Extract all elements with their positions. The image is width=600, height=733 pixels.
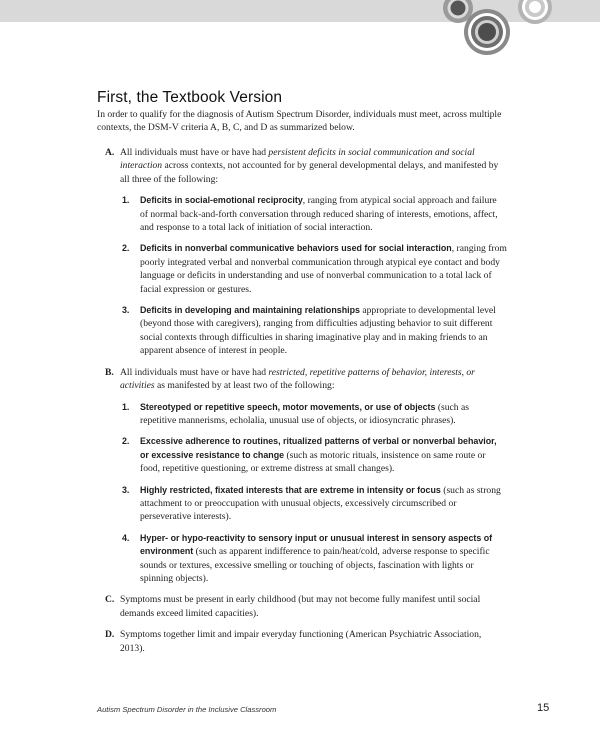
criterion-b-item-1: 1. Stereotyped or repetitive speech, motor movements, or use of objects (such as repetitive mannerisms, echolalia, unusual use of objects, or idiosyncratic phrases). <box>122 401 469 426</box>
criterion-c-text: Symptoms must be present in early childhood (but may not become fully manifest until social demands exceed limited capacities). <box>120 594 481 619</box>
criterion-b <box>97 366 507 586</box>
criteria-list <box>97 146 507 663</box>
criterion-a-item-1: 1. Deficits in social-emotional reciprocity, ranging from atypical social approach and failure of normal back-and-forth conversation through reduced sharing of interests, emotions, affect, and response to a total lack of initiation of social interaction. <box>122 195 498 234</box>
criterion-a <box>97 146 507 358</box>
criterion-a-item-3: 3. Deficits in developing and maintaining relationships appropriate to developmental level (beyond those with caregivers), ranging from difficulties adjusting behavior to suit different social contexts through difficulties in sharing imaginative play and in making friends to an apparent absence of interest in people. <box>122 305 496 357</box>
criterion-b-text: All individuals must have or have had restricted, repetitive patterns of behavior, interests, or activities as manifested by at least two of the following: <box>120 366 475 392</box>
criterion-b-marker: B. <box>105 366 114 378</box>
criterion-b-item-4: 4. Hyper- or hypo-reactivity to sensory input or unusual interest in sensory aspects of environment (such as apparent indifference to pain/heat/cold, adverse response to specific sounds or textures, excessive smelling or touching of objects, fascination with lights or spinning objects). <box>122 532 493 584</box>
intro-paragraph: In order to qualify for the diagnosis of Autism Spectrum Disorder, individuals must meet, across multiple contexts, the DSM-V criteria A, B, C, and D as summarized below. <box>97 109 502 134</box>
page-number: 15 <box>537 702 550 714</box>
criterion-b-item-3: 3. Highly restricted, fixated interests that are extreme in intensity or focus (such as strong attachment to or preoccupation with unusual objects, excessively circumscribed or perseverative interests). <box>122 484 501 523</box>
criterion-c <box>97 593 507 620</box>
page-title: First, the Textbook Version <box>97 89 283 106</box>
criterion-d <box>97 628 507 655</box>
criterion-d-text: Symptoms together limit and impair everyday functioning (American Psychiatric Association, 2013). <box>120 629 482 654</box>
criterion-a-item-2: 2. Deficits in nonverbal communicative behaviors used for social interaction, ranging from poorly integrated verbal and nonverbal communication through atypical eye contact and body language or deficits in understanding and use of nonverbal communication to a total lack of facial expression or gestures. <box>122 243 507 295</box>
footer-book-title: Autism Spectrum Disorder in the Inclusive Classroom <box>97 705 277 714</box>
circle-right-icon <box>518 0 552 24</box>
circle-center-icon <box>464 9 510 55</box>
criterion-d-marker: D. <box>105 629 115 641</box>
criterion-b-item-2: 2. Excessive adherence to routines, ritualized patterns of verbal or nonverbal behavior, or excessive resistance to change (such as motoric rituals, insistence on same route or food, repetitive questioning, or extreme distress at small changes). <box>122 436 497 475</box>
criterion-c-marker: C. <box>105 594 115 606</box>
criterion-a-marker: A. <box>105 147 115 158</box>
decorative-circles <box>0 0 600 70</box>
criterion-a-text: All individuals must have or have had persistent deficits in social communication and social interaction across contexts, not accounted for by general developmental delays, and manifested by all three of the following: <box>120 147 499 185</box>
